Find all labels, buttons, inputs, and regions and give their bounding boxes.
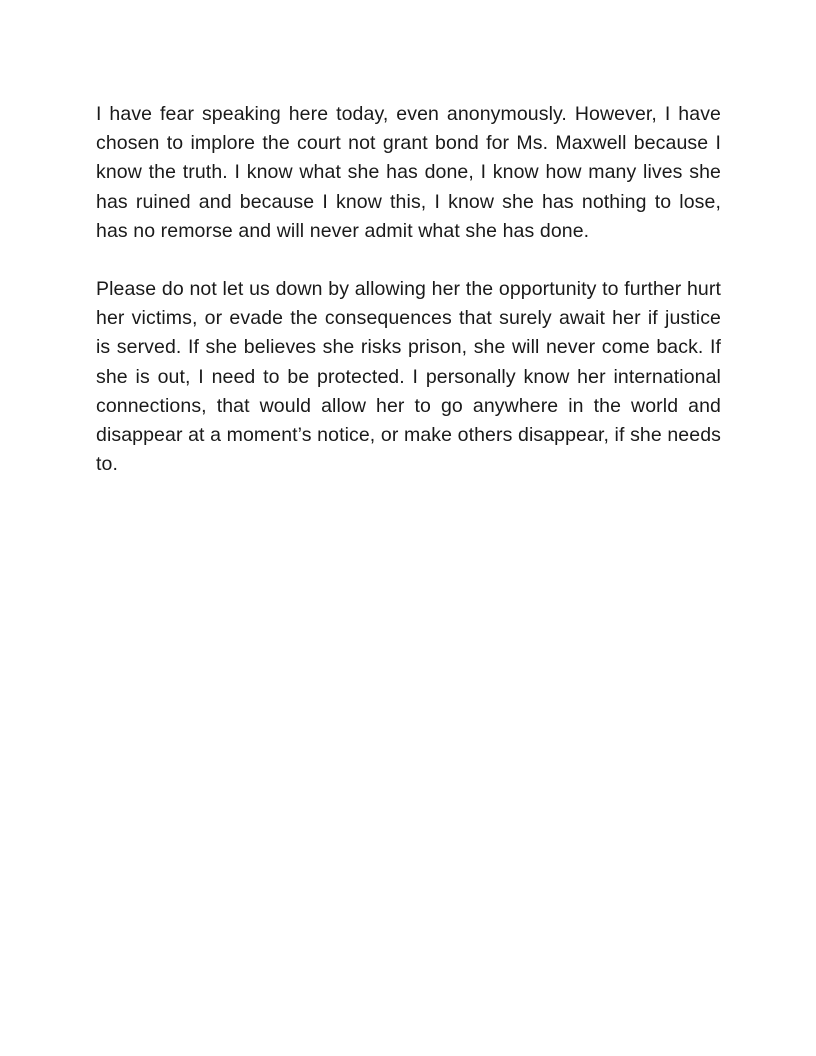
paragraph-2: Please do not let us down by allowing her the opportunity to further hurt her victims, or evade the consequences that surely await her if justice is served. If she believes she risks prison, she will never come back. If she is out, I need to be protected. I personally know her international connections, that would allow her to go anywhere in the world and disappear at a moment’s notice, or make others disappear, if she needs to. [96,278,721,476]
paragraph-1: I have fear speaking here today, even anonymously. However, I have chosen to implore the court not grant bond for Ms. Maxwell because I know the truth. I know what she has done, I know how many lives she has ruined and because I know this, I know she has nothing to lose, has no remorse and will never admit what she has done. [96,103,721,242]
